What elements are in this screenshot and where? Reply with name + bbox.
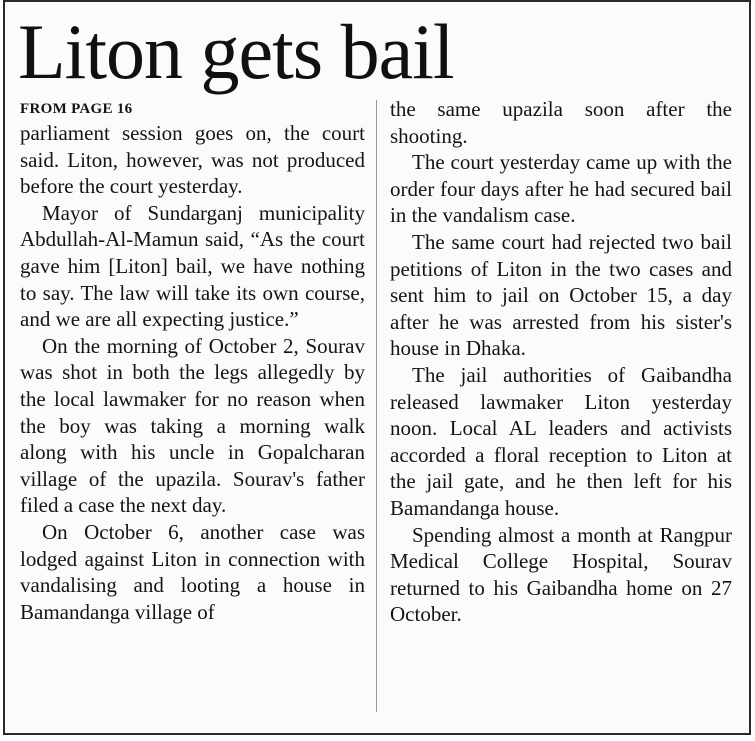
paragraph: the same upazila soon after the shooting.	[390, 97, 732, 148]
paragraph: The jail authorities of Gaibandha released lawmaker Liton yesterday noon. Local AL leaders and activists accorded a floral reception to Liton at the jail gate, and he then left for his Bamandanga house.	[390, 362, 732, 520]
paragraph: The court yesterday came up with the order four days after he had secured bail in the vandalism case.	[390, 150, 732, 228]
paragraph: On October 6, another case was lodged against Liton in connection with vandalising and looting a house in Bamandanga village of	[20, 519, 365, 624]
left-column	[20, 120, 365, 625]
column-divider	[376, 100, 377, 712]
paragraph: Spending almost a month at Rangpur Medical College Hospital, Sourav returned to his Gaibandha home on 27 October.	[390, 522, 732, 627]
paragraph: parliament session goes on, the court said. Liton, however, was not produced before the court yesterday.	[20, 121, 365, 199]
right-column	[390, 96, 732, 628]
paragraph: On the morning of October 2, Sourav was shot in both the legs allegedly by the local lawmaker for no reason when the boy was taking a morning walk along with his uncle in Gopalcharan village of the upazila. Sourav's father filed a case the next day.	[20, 333, 365, 518]
headline: Liton gets bail	[18, 8, 454, 95]
paragraph: The same court had rejected two bail petitions of Liton in the two cases and sent him to jail on October 15, a day after he was arrested from his sister's house in Dhaka.	[390, 229, 732, 361]
dateline: FROM PAGE 16	[20, 101, 133, 117]
paragraph: Mayor of Sundarganj municipality Abdullah-Al-Mamun said, “As the court gave him [Liton] bail, we have nothing to say. The law will take its own course, and we are all expecting justice.”	[20, 200, 365, 332]
